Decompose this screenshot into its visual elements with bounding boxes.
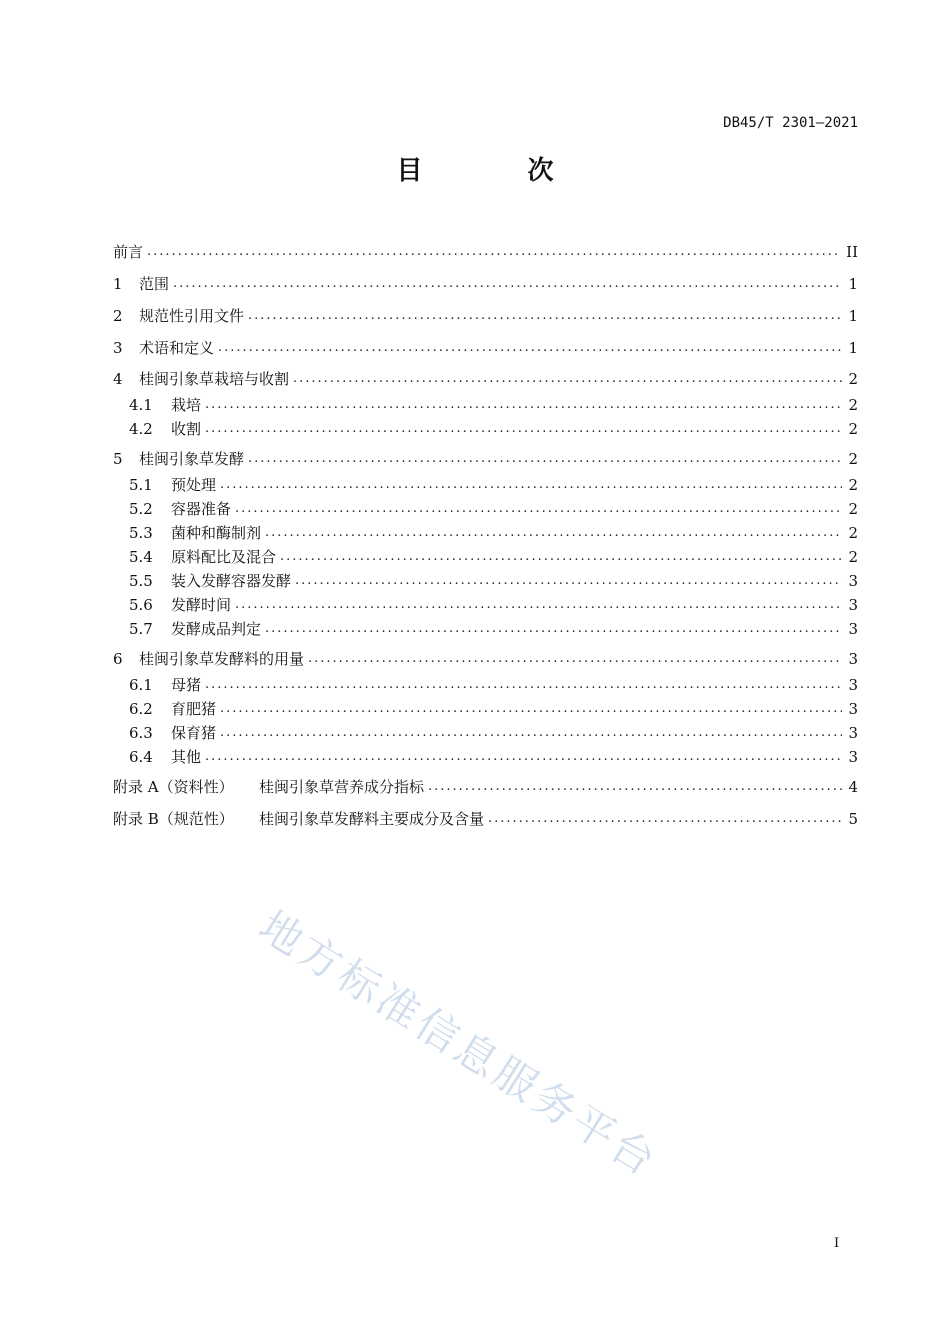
toc-leader-dots [205,395,842,415]
toc-entry[interactable] [113,369,858,389]
toc-entry-number: 5 [113,450,123,468]
toc-entry-label: 原料配比及混合 [171,548,277,566]
toc-entry[interactable] [113,242,858,262]
toc-entry-page: 2 [848,476,858,494]
toc-entry-label: 规范性引用文件 [139,307,245,325]
toc-entry-number: 4 [113,370,123,388]
toc-entry-page: 3 [848,700,858,718]
toc-entry-page: 5 [848,810,858,828]
toc-entry-label: 容器准备 [171,500,232,518]
toc-entry[interactable] [129,419,858,439]
toc-entry-page: 3 [848,596,858,614]
toc-entry-number: 3 [113,339,123,357]
toc-leader-dots [265,523,842,543]
toc-entry-number: 6.1 [129,676,153,694]
toc-entry-number: 附录 A（资料性） [113,778,234,796]
toc-entry[interactable] [129,395,858,415]
toc-leader-dots [428,777,842,797]
toc-entry-page: 2 [848,450,858,468]
toc-entry-page: 3 [848,748,858,766]
toc-entry-page: 3 [848,650,858,668]
toc-leader-dots [265,619,842,639]
toc-entry-page: 3 [848,724,858,742]
toc-leader-dots [235,595,842,615]
toc-entry-number: 5.6 [129,596,153,614]
toc-entry-page: 1 [848,339,858,357]
toc-entry-label: 保育猪 [171,724,217,742]
toc-entry[interactable] [129,723,858,743]
toc-entry-page: 3 [848,676,858,694]
standard-code: DB45/T 2301—2021 [723,115,858,131]
toc-entry-label: 范围 [139,275,170,293]
toc-leader-dots [308,649,842,669]
toc-entry-number: 2 [113,307,123,325]
toc-entry[interactable] [113,274,858,294]
toc-entry-number: 5.7 [129,620,153,638]
toc-entry-page: 1 [848,275,858,293]
toc-entry-label: 其他 [171,748,202,766]
toc-leader-dots [220,475,842,495]
toc-leader-dots [173,274,842,294]
toc-entry-number: 5.5 [129,572,153,590]
toc-leader-dots [205,747,842,767]
toc-entry-label: 育肥猪 [171,700,217,718]
toc-entry-page: 3 [848,572,858,590]
toc-leader-dots [248,449,842,469]
toc-leader-dots [147,242,840,262]
toc-entry[interactable] [129,499,858,519]
toc-entry-label: 装入发酵容器发酵 [171,572,292,590]
toc-entry-number: 4.1 [129,396,153,414]
toc-entry[interactable] [113,306,858,326]
toc-entry-page: II [846,243,858,261]
toc-leader-dots [235,499,842,519]
toc-entry-page: 2 [848,500,858,518]
toc-entry-number: 4.2 [129,420,153,438]
toc-entry-number: 附录 B（规范性） [113,810,234,828]
toc-entry-label: 桂闽引象草栽培与收割 [139,370,290,388]
toc-leader-dots [205,675,842,695]
toc-leader-dots [293,369,842,389]
toc-entry[interactable] [129,523,858,543]
toc-entry-number: 5.3 [129,524,153,542]
page-number: I [834,1236,840,1251]
toc-entry-label: 桂闽引象草营养成分指标 [259,778,425,796]
toc-entry-page: 2 [848,370,858,388]
toc-entry-page: 2 [848,548,858,566]
toc-entry[interactable] [129,547,858,567]
toc-leader-dots [205,419,842,439]
toc-entry[interactable] [113,449,858,469]
toc-leader-dots [220,699,842,719]
toc-entry[interactable] [129,747,858,767]
toc-entry-label: 母猪 [171,676,202,694]
toc-entry-label: 桂闽引象草发酵料的用量 [139,650,305,668]
toc-entry-page: 2 [848,524,858,542]
toc-entry[interactable] [129,475,858,495]
toc-entry-page: 3 [848,620,858,638]
toc-entry-page: 2 [848,396,858,414]
toc-entry-label: 前言 [113,243,144,261]
toc-entry-page: 2 [848,420,858,438]
toc-entry[interactable] [113,777,858,797]
toc-entry[interactable] [129,619,858,639]
toc-entry[interactable] [129,675,858,695]
toc-entry-label: 预处理 [171,476,217,494]
watermark: 地方标准信息服务平台 [250,901,667,1187]
toc-entry-number: 6.2 [129,700,153,718]
page-title: 目 次 [396,156,602,186]
toc-entry-label: 栽培 [171,396,202,414]
toc-leader-dots [220,723,842,743]
toc-leader-dots [280,547,842,567]
toc-entry-page: 4 [848,778,858,796]
toc-leader-dots [488,809,842,829]
toc-entry-number: 6.4 [129,748,153,766]
toc-entry-number: 5.4 [129,548,153,566]
toc-entry-label: 发酵成品判定 [171,620,262,638]
toc-entry-number: 5.2 [129,500,153,518]
toc-entry-label: 桂闽引象草发酵料主要成分及含量 [259,810,485,828]
toc-entry[interactable] [113,338,858,358]
toc-entry-label: 术语和定义 [139,339,215,357]
toc-entry-number: 1 [113,275,123,293]
toc-entry-page: 1 [848,307,858,325]
toc-entry[interactable] [129,595,858,615]
toc-entry[interactable] [129,571,858,591]
toc-entry-label: 菌种和酶制剂 [171,524,262,542]
toc-leader-dots [295,571,842,591]
toc-entry-number: 5.1 [129,476,153,494]
toc-entry-label: 发酵时间 [171,596,232,614]
toc-entry[interactable] [129,699,858,719]
toc-entry-number: 6 [113,650,123,668]
toc-entry-label: 收割 [171,420,202,438]
toc-entry-label: 桂闽引象草发酵 [139,450,245,468]
toc-leader-dots [248,306,842,326]
toc-entry-number: 6.3 [129,724,153,742]
toc-leader-dots [218,338,842,358]
toc-entry[interactable] [113,649,858,669]
toc-entry[interactable] [113,809,858,829]
